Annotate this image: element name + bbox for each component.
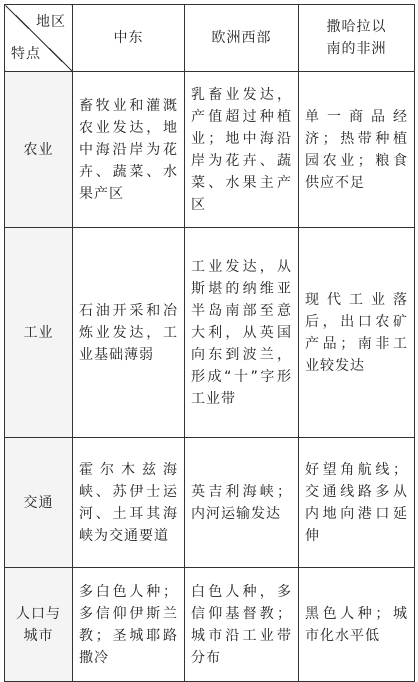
row-label-industry: 工业 [5,228,73,438]
table-row-transport [5,438,415,568]
row-label-population: 人口与城市 [5,568,73,682]
cell-population-middle-east: 多白色人种；多信仰伊斯兰教；圣城耶路撒冷 [73,568,185,682]
cell-transport-western-europe: 英吉利海峡；内河运输发达 [185,438,299,568]
col-header-western-europe: 欧洲西部 [185,5,299,72]
comparison-table [4,4,415,682]
table-row-industry [5,228,415,438]
corner-region-label: 地区 [36,14,66,30]
col-header-line-1: 撒哈拉以 [326,19,387,35]
row-label-agriculture: 农业 [5,72,73,228]
cell-agriculture-africa: 单一商品经济；热带种植园农业；粮食供应不足 [299,72,415,228]
corner-feature-label: 特点 [11,46,41,62]
table-row-agriculture [5,72,415,228]
cell-agriculture-western-europe: 乳畜业发达，产值超过种植业；地中海沿岸为花卉、蔬菜、水果主产区 [185,72,299,228]
cell-agriculture-middle-east: 畜牧业和灌溉农业发达，地中海沿岸为花卉、蔬菜、水果产区 [73,72,185,228]
cell-population-africa: 黑色人种；城市化水平低 [299,568,415,682]
cell-transport-africa: 好望角航线；交通线路多从内地向港口延伸 [299,438,415,568]
row-label-transport: 交通 [5,438,73,568]
table-row-population [5,568,415,682]
col-header-sub-saharan-africa [299,5,415,72]
col-header-line-2: 南的非洲 [326,41,387,57]
cell-transport-middle-east: 霍尔木兹海峡、苏伊士运河、土耳其海峡为交通要道 [73,438,185,568]
header-row [5,5,415,72]
cell-industry-western-europe: 工业发达，从斯堪的纳维亚半岛南部至意大利，从英国向东到波兰，形成“十”字形工业带 [185,228,299,438]
cell-industry-africa: 现代工业落后，出口农矿产品；南非工业较发达 [299,228,415,438]
cell-population-western-europe: 白色人种，多信仰基督教；城市沿工业带分布 [185,568,299,682]
col-header-middle-east: 中东 [73,5,185,72]
cell-industry-middle-east: 石油开采和冶炼业发达，工业基础薄弱 [73,228,185,438]
corner-header-cell [5,5,73,72]
